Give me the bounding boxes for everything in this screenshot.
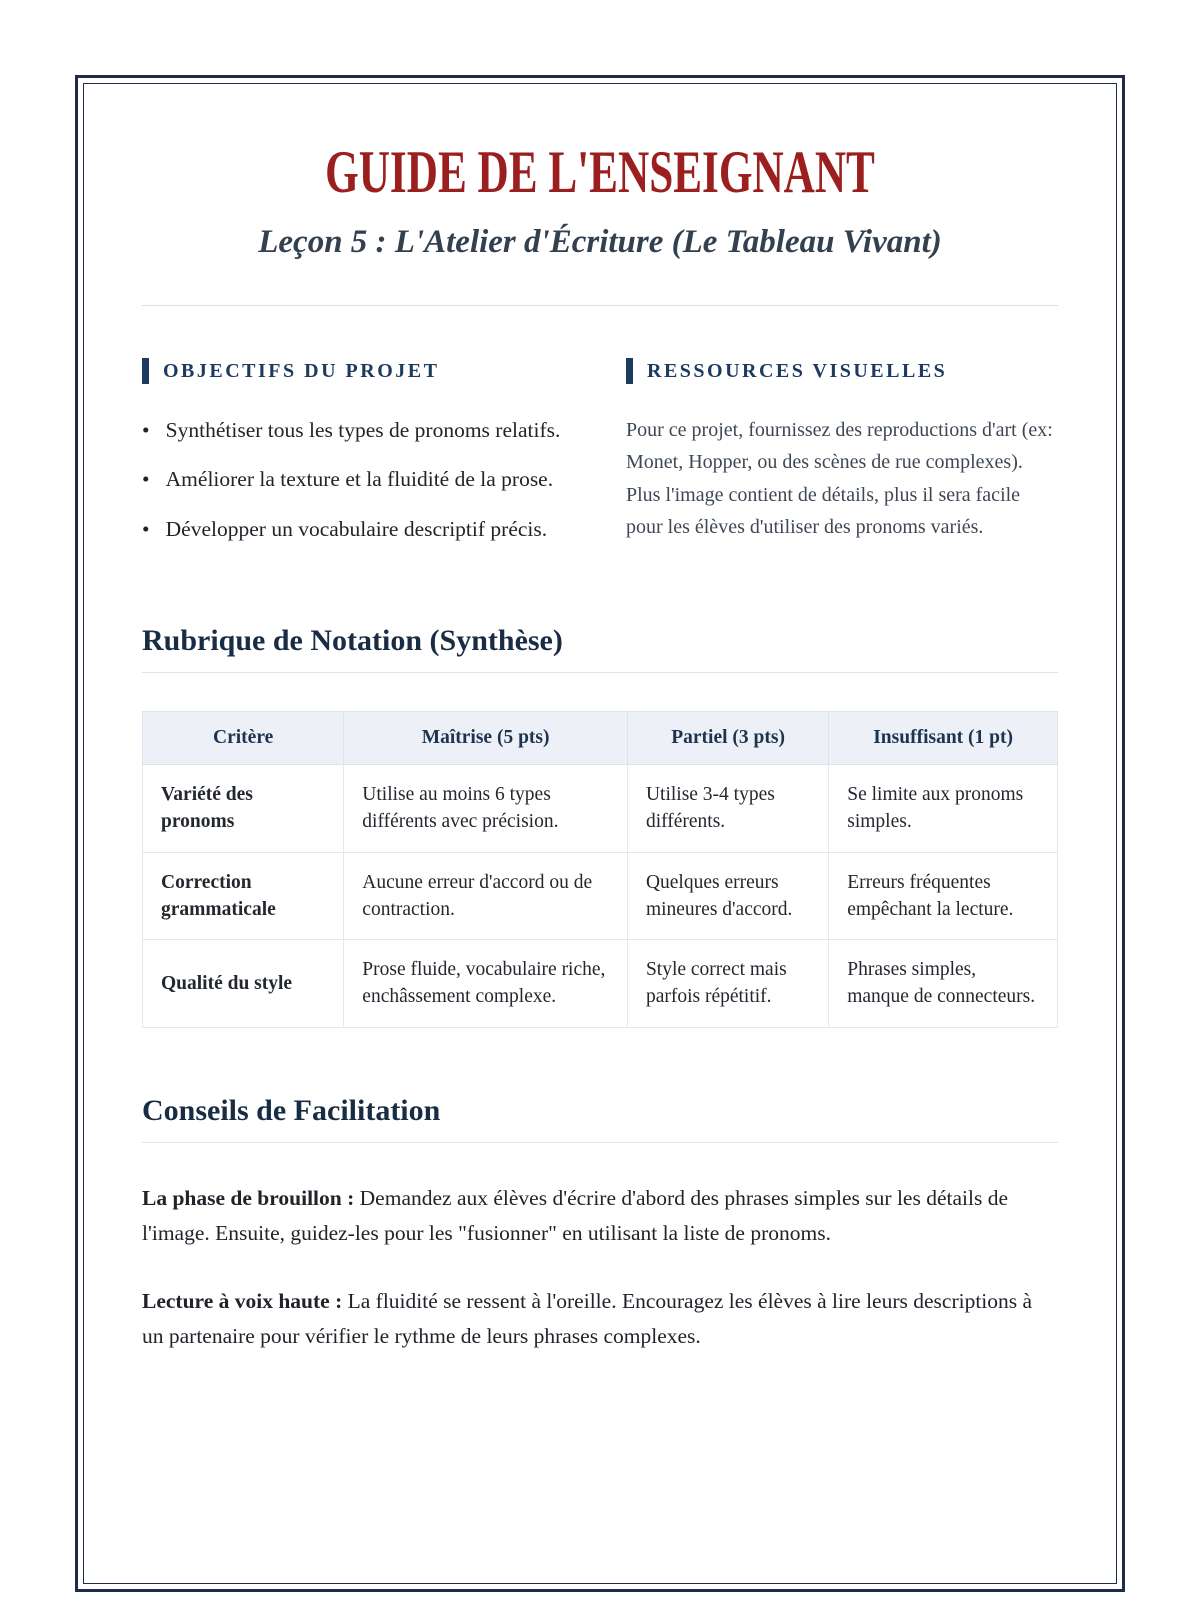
table-cell: Se limite aux pronoms simples. — [829, 764, 1058, 852]
list-item: • Améliorer la texture et la fluidité de la prose. — [142, 463, 574, 496]
table-row — [143, 940, 1058, 1028]
table-cell: Prose fluide, vocabulaire riche, enchâssement complexe. — [344, 940, 628, 1028]
table-cell: Utilise au moins 6 types différents avec précision. — [344, 764, 628, 852]
table-cell: Erreurs fréquentes empêchant la lecture. — [829, 852, 1058, 940]
table-header-cell: Critère — [143, 711, 344, 764]
table-header-cell: Insuffisant (1 pt) — [829, 711, 1058, 764]
list-item: • Synthétiser tous les types de pronoms relatifs. — [142, 414, 574, 447]
heading-accent-bar — [142, 358, 149, 384]
document-title: GUIDE DE L'ENSEIGNANT — [325, 139, 875, 205]
criterion-cell: Qualité du style — [143, 940, 344, 1028]
document-subtitle: Leçon 5 : L'Atelier d'Écriture (Le Tableau Vivant) — [258, 224, 942, 260]
table-header-cell: Maîtrise (5 pts) — [344, 711, 628, 764]
tip-paragraph — [142, 1181, 1058, 1251]
tip-paragraph — [142, 1284, 1058, 1354]
table-cell: Style correct mais parfois répétitif. — [627, 940, 828, 1028]
tip-label: Lecture à voix haute : — [142, 1289, 343, 1314]
table-header-row — [143, 711, 1058, 764]
resources-body: Pour ce projet, fournissez des reproductions d'art (ex: Monet, Hopper, ou des scènes de rue complexes). Plus l'image contient de détails, plus il sera facile pour les élèves d'utiliser des pronoms variés. — [626, 419, 1053, 539]
two-column-section — [142, 358, 1058, 562]
header-divider — [142, 305, 1058, 306]
objectives-list — [142, 414, 574, 546]
objectives-section — [142, 358, 574, 562]
table-cell: Utilise 3-4 types différents. — [627, 764, 828, 852]
table-cell: Aucune erreur d'accord ou de contraction. — [344, 852, 628, 940]
tip-label: La phase de brouillon : — [142, 1185, 355, 1210]
objectives-heading-row — [142, 358, 574, 384]
objectives-heading: OBJECTIFS DU PROJET — [163, 359, 440, 382]
facilitation-heading: Conseils de Facilitation — [142, 1094, 1058, 1143]
tip-text: Demandez aux élèves d'écrire d'abord des phrases simples sur les détails de l'image. Ensuite, guidez-les pour les "fusionner" en utilisant la liste de pronoms. — [142, 1185, 1008, 1245]
table-cell: Phrases simples, manque de connecteurs. — [829, 940, 1058, 1028]
rubric-table — [142, 711, 1058, 1028]
heading-accent-bar — [626, 358, 633, 384]
table-header-cell: Partiel (3 pts) — [627, 711, 828, 764]
resources-heading: RESSOURCES VISUELLES — [647, 359, 948, 382]
resources-section — [626, 358, 1058, 562]
criterion-cell: Variété des pronoms — [143, 764, 344, 852]
rubric-heading: Rubrique de Notation (Synthèse) — [142, 624, 1058, 673]
criterion-cell: Correction grammaticale — [143, 852, 344, 940]
page-frame-inner — [83, 83, 1117, 1584]
table-row — [143, 764, 1058, 852]
list-item: • Développer un vocabulaire descriptif précis. — [142, 513, 574, 546]
facilitation-tips — [142, 1181, 1058, 1354]
resources-heading-row — [626, 358, 1058, 384]
table-row — [143, 852, 1058, 940]
page-frame — [75, 75, 1125, 1592]
table-cell: Quelques erreurs mineures d'accord. — [627, 852, 828, 940]
tip-text: La fluidité se ressent à l'oreille. Encouragez les élèves à lire leurs descriptions à un partenaire pour vérifier le rythme de leurs phrases complexes. — [142, 1289, 1033, 1349]
